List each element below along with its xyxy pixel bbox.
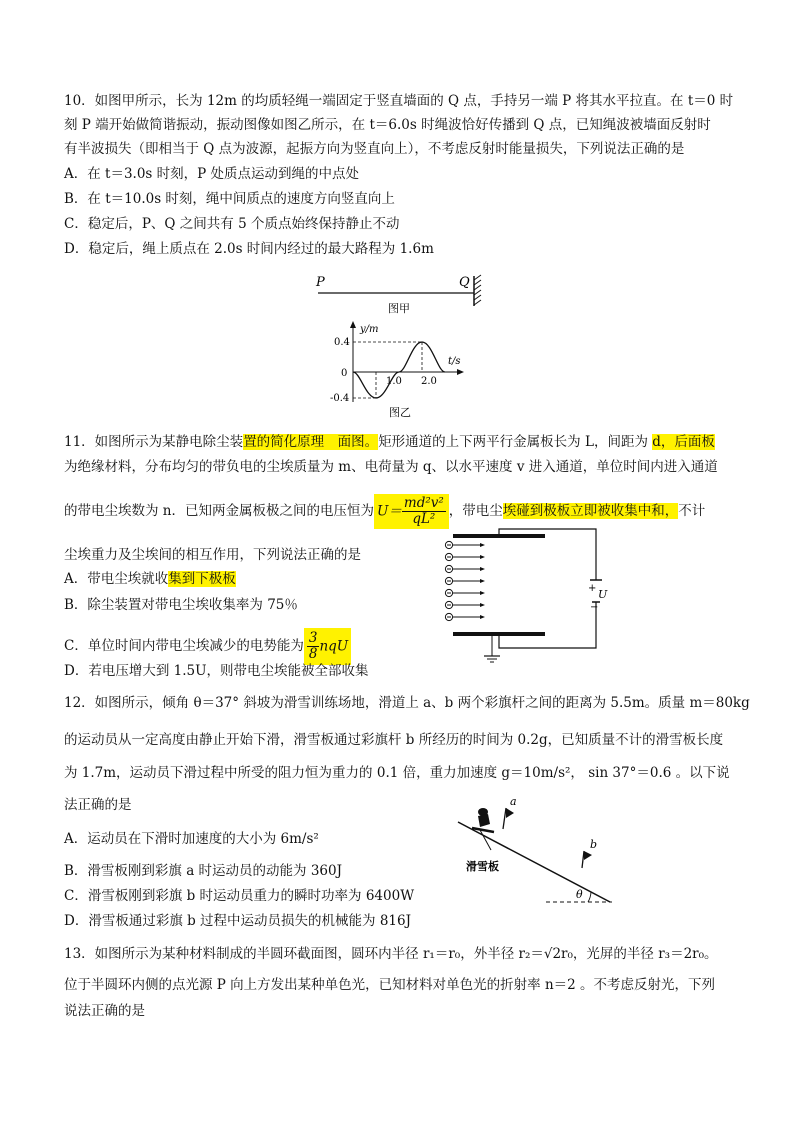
q10-stem-line1: 10．如图甲所示，长为 12m 的均质轻绳一端固定于竖直墙面的 Q 点，手持另一端 P 将其水平拉直。在 t＝0 时 [64, 93, 734, 109]
q11-voltage-formula [374, 494, 449, 529]
q13-stem-line3: 说法正确的是 [64, 1003, 145, 1019]
dust-particles [445, 541, 485, 620]
y-tick-pos: 0.4 [334, 337, 350, 348]
q12-ski-slope-figure [450, 796, 620, 908]
c-fraction [307, 631, 320, 662]
q12-stem-line4: 法正确的是 [64, 797, 132, 813]
q10-option-d: D．稳定后，绳上质点在 2.0s 时间内经过的最大路程为 1.6m [64, 241, 434, 257]
minus-sign: − [590, 602, 599, 613]
q11-highlight-1: 置的简化原理 面图。 [243, 434, 379, 450]
q12-stem-line1: 12．如图所示，倾角 θ＝37° 斜坡为滑雪训练场地，滑道上 a、b 两个彩旗杆之间的距离为 5.5m。质量 m＝80kg [64, 695, 750, 711]
q11-option-a [64, 570, 236, 588]
rope-label-q: Q [459, 275, 470, 290]
q11-stem-line3-part2: ，带电尘 [448, 502, 503, 519]
formula-numerator: md²v² [403, 495, 444, 511]
q11-highlight-2: d，后面板 [652, 434, 715, 450]
q11-stem-line3-part1: 的带电尘埃数为 n．已知两金属板极之间的电压恒为 [64, 502, 374, 519]
upper-plate [453, 534, 545, 538]
flag-b-icon [582, 851, 592, 868]
angle-theta: θ [576, 888, 583, 901]
flag-a-label: a [510, 796, 517, 808]
q11-option-c-text: C．单位时间内带电尘埃减少的电势能为 [64, 637, 304, 654]
q10-option-a: A．在 t＝3.0s 时刻，P 处质点运动到绳的中点处 [64, 166, 360, 182]
rope-caption: 图甲 [388, 302, 410, 315]
q11-option-c [64, 628, 351, 665]
q11-option-a-highlight: 集到下极板 [168, 571, 236, 587]
lower-plate [453, 632, 545, 636]
q10-vibration-graph [330, 320, 470, 420]
q12-stem-line2: 的运动员从一定高度由静止开始下滑，滑雪板通过彩旗杆 b 所经历的时间为 0.2g，已知质量不计的滑雪板长度 [64, 732, 724, 748]
formula-denominator: qL² [412, 511, 436, 527]
q11-option-d: D．若电压增大到 1.5U，则带电尘埃能被全部收集 [64, 663, 369, 679]
q12-option-a: A．运动员在下滑时加速度的大小为 6m/s² [64, 831, 319, 847]
q11-stem-line1 [64, 433, 715, 451]
guide-lines [353, 342, 422, 398]
q11-stem-line3-part3: 不计 [678, 502, 706, 519]
q10-rope-figure [310, 268, 495, 318]
y-axis-label: y/m [360, 324, 379, 335]
y-tick-zero: 0 [341, 368, 348, 379]
flag-b-label: b [590, 838, 598, 851]
q11-stem-line3 [64, 494, 705, 529]
q12-stem-line3: 为 1.7m，运动员下滑过程中所受的阻力恒为重力的 0.1 倍，重力加速度 g＝10m/s²， sin 37°＝0.6 。以下说 [64, 765, 730, 781]
q11-stem-line1-part2: 矩形通道的上下两平行金属板长为 L，间距为 [378, 434, 653, 450]
q12-option-c: C．滑雪板刚到彩旗 b 时运动员重力的瞬时功率为 6400W [64, 888, 415, 904]
ski-board-label: 滑雪板 [466, 860, 499, 873]
q11-precipitator-figure [440, 528, 615, 670]
t-tick-1: 1.0 [386, 376, 402, 387]
plus-sign: + [588, 583, 597, 594]
c-denominator: 8 [308, 646, 318, 662]
q13-stem-line2: 位于半圆环内侧的点光源 P 向上方发出某种单色光，已知材料对单色光的折射率 n＝2 。不考虑反射光，下列 [64, 977, 716, 993]
formula-lhs: U＝ [377, 503, 402, 520]
q11-highlight-3: 埃碰到极板立即被收集中和， [502, 502, 679, 519]
vibration-curve [353, 342, 445, 398]
q11-stem-line4: 尘埃重力及尘埃间的相互作用，下列说法正确的是 [64, 547, 361, 563]
c-numerator: 3 [308, 630, 318, 646]
q13-stem-line1: 13．如图所示为某种材料制成的半圆环截面图，圆环内半径 r₁＝r₀，外半径 r₂＝√2r₀，光屏的半径 r₃＝2r₀。 [64, 946, 718, 962]
q10-option-b: B．在 t＝10.0s 时刻，绳中间质点的速度方向竖直向上 [64, 191, 395, 207]
q11-option-a-text: A．带电尘埃就收 [64, 571, 169, 587]
q11-option-b: B．除尘装置对带电尘埃收集率为 75％ [64, 597, 298, 613]
q10-stem-line3: 有半波损失（即相当于 Q 点为波源，起振方向为竖直向上），不考虑反射时能量损失，下列说法正确的是 [64, 141, 685, 157]
t-axis-label: t/s [448, 356, 461, 367]
q11-stem-line1-part1: 11．如图所示为某静电除尘装 [64, 434, 244, 450]
rope-label-p: P [316, 275, 325, 290]
q10-stem-line2: 刻 P 端开始做简谐振动，振动图像如图乙所示，在 t＝6.0s 时绳波恰好传播到 Q 点，已知绳波被墙面反射时 [64, 117, 711, 133]
skier-icon [472, 808, 494, 850]
t-tick-2: 2.0 [421, 376, 437, 387]
wall-hatch [474, 275, 481, 305]
q12-option-d: D．滑雪板通过彩旗 b 过程中运动员损失的机械能为 816J [64, 913, 412, 929]
q11-stem-line2: 为绝缘材料，分布均匀的带负电的尘埃质量为 m、电荷量为 q、以水平速度 v 进入通道，单位时间内进入通道 [64, 459, 718, 475]
q12-option-b: B．滑雪板刚到彩旗 a 时运动员的动能为 360J [64, 863, 343, 879]
y-tick-neg: -0.4 [330, 393, 350, 404]
q10-option-c: C．稳定后，P、Q 之间共有 5 个质点始终保持静止不动 [64, 216, 400, 232]
graph-caption: 图乙 [389, 406, 411, 419]
q11-option-c-formula [304, 628, 351, 665]
formula-fraction [402, 496, 446, 527]
voltage-label: U [598, 588, 608, 601]
flag-a-icon [503, 808, 514, 829]
c-formula-tail: nqU [319, 638, 349, 655]
